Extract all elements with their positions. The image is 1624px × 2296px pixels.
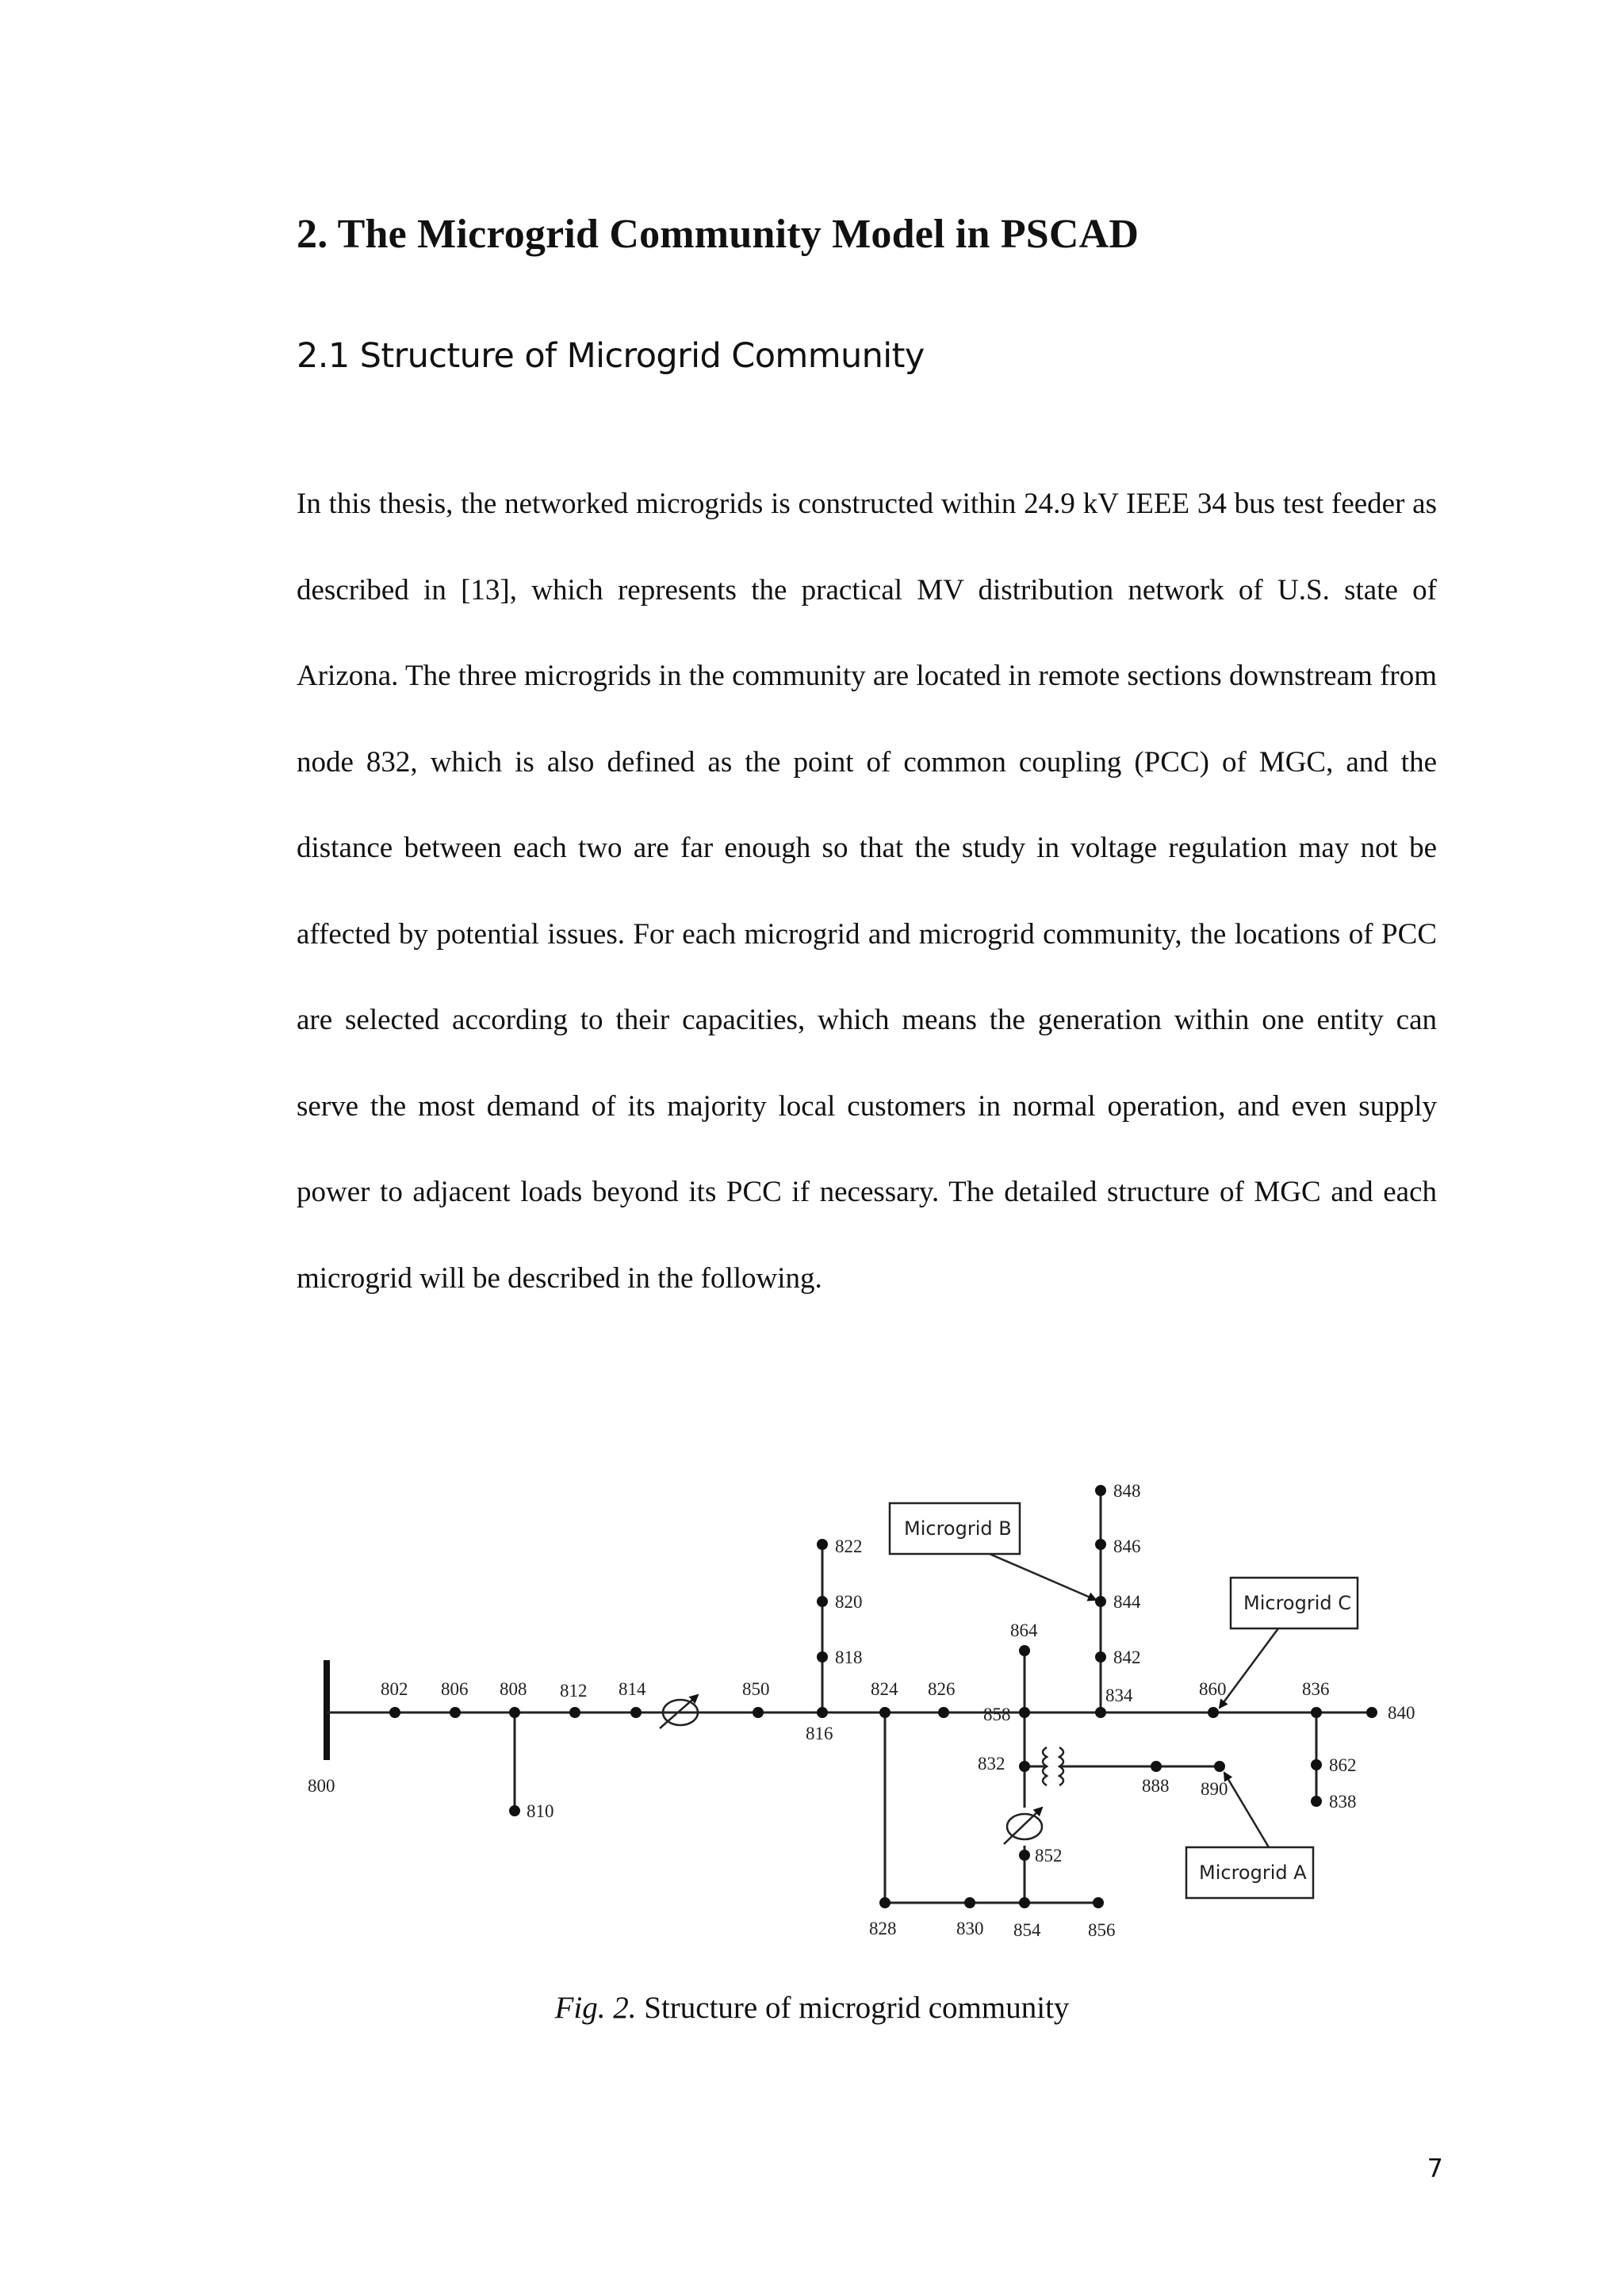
node-824 — [879, 1707, 891, 1718]
node-852 — [1019, 1850, 1030, 1861]
microgrid-c-callout — [1220, 1578, 1358, 1708]
node-846 — [1095, 1539, 1106, 1550]
node-label: 890 — [1201, 1779, 1228, 1799]
node-888 — [1151, 1761, 1162, 1772]
node-label: 836 — [1302, 1679, 1330, 1699]
node-838 — [1311, 1796, 1322, 1807]
body-paragraph: In this thesis, the networked microgrids is constructed within 24.9 kV IEEE 34 bus test feeder as described in [13], which represents the practical MV distribution network of U.S. state of Arizona. The three microgrids in the community are located in remote sections downstream from node 832, which is also defined as the point of common coupling (PCC) of MGC, and the distance between each two are far enough so that the study in voltage regulation may not be affected by potential issues. For each microgrid and microgrid community, the locations of PCC are selected according to their capacities, which means the generation within one entity can serve the most demand of its majority local customers in normal operation, and even supply power to adjacent loads beyond its PCC if necessary. The detailed structure of MGC and each microgrid will be described in the following. — [297, 488, 1437, 1295]
node-label: 854 — [1013, 1920, 1041, 1940]
microgrid-community-diagram — [301, 1459, 1427, 1966]
node-label: 818 — [835, 1647, 863, 1667]
node-826 — [938, 1707, 949, 1718]
subsection-heading: 2.1 Structure of Microgrid Community — [297, 336, 925, 376]
node-858 — [1019, 1707, 1030, 1718]
figure-caption-text: Structure of microgrid community — [636, 1991, 1070, 2025]
node-label: 812 — [560, 1681, 588, 1701]
node-854 — [1019, 1897, 1030, 1908]
figure-caption — [0, 1990, 1624, 2026]
node-label: 802 — [381, 1679, 408, 1699]
microgrid-b-callout — [890, 1503, 1096, 1600]
node-label: 806 — [441, 1679, 469, 1699]
node-label: 822 — [835, 1536, 863, 1556]
node-label: 840 — [1388, 1703, 1415, 1723]
node-label: 834 — [1105, 1686, 1133, 1705]
node-860 — [1208, 1707, 1219, 1718]
node-842 — [1095, 1651, 1106, 1663]
node-830 — [964, 1897, 975, 1908]
node-822 — [817, 1539, 828, 1550]
node-label: 844 — [1113, 1592, 1141, 1612]
node-844 — [1095, 1596, 1106, 1607]
node-812 — [569, 1707, 580, 1718]
node-828 — [879, 1897, 891, 1908]
page-number: 7 — [1427, 2153, 1443, 2183]
node-802 — [389, 1707, 400, 1718]
microgrid-c-label: Microgrid C — [1243, 1592, 1351, 1614]
node-862 — [1311, 1759, 1322, 1770]
node-810 — [509, 1805, 520, 1816]
node-label: 820 — [835, 1592, 863, 1612]
node-label: 888 — [1142, 1776, 1170, 1796]
microgrid-a-label: Microgrid A — [1199, 1862, 1307, 1884]
node-label: 860 — [1199, 1679, 1227, 1699]
node-832 — [1019, 1761, 1030, 1772]
node-label: 800 — [308, 1776, 335, 1796]
node-814 — [630, 1707, 642, 1718]
node-label: 856 — [1088, 1920, 1116, 1940]
node-808 — [509, 1707, 520, 1718]
transformer-icon — [1043, 1747, 1063, 1785]
node-890 — [1214, 1761, 1225, 1772]
node-label: 810 — [527, 1801, 554, 1821]
node-836 — [1311, 1707, 1322, 1718]
node-label: 864 — [1010, 1621, 1038, 1640]
node-848 — [1095, 1485, 1106, 1496]
node-816 — [817, 1707, 828, 1718]
node-label: 842 — [1113, 1647, 1141, 1667]
node-label: 862 — [1329, 1755, 1357, 1775]
node-label: 814 — [619, 1679, 646, 1699]
node-840 — [1366, 1707, 1377, 1718]
node-label: 852 — [1035, 1846, 1063, 1866]
node-label: 808 — [500, 1679, 527, 1699]
node-label: 832 — [978, 1754, 1005, 1774]
node-834 — [1095, 1707, 1106, 1718]
node-label: 858 — [983, 1705, 1011, 1724]
node-label: 850 — [742, 1679, 770, 1699]
microgrid-b-label: Microgrid B — [904, 1517, 1012, 1540]
node-850 — [753, 1707, 764, 1718]
section-heading: 2. The Microgrid Community Model in PSCAD — [297, 212, 1139, 257]
node-856 — [1093, 1897, 1104, 1908]
node-820 — [817, 1596, 828, 1607]
node-864 — [1019, 1645, 1030, 1656]
node-label: 838 — [1329, 1792, 1357, 1812]
node-label: 848 — [1113, 1481, 1141, 1501]
node-818 — [817, 1651, 828, 1663]
node-label: 824 — [871, 1679, 898, 1699]
voltage-regulator-icon — [1004, 1808, 1042, 1844]
node-label: 846 — [1113, 1536, 1141, 1556]
node-label: 830 — [956, 1919, 984, 1938]
figure-label: Fig. 2. — [554, 1991, 637, 2025]
node-label: 826 — [928, 1679, 956, 1699]
node-label: 828 — [869, 1919, 897, 1938]
node-806 — [450, 1707, 461, 1718]
node-label: 816 — [806, 1724, 833, 1743]
